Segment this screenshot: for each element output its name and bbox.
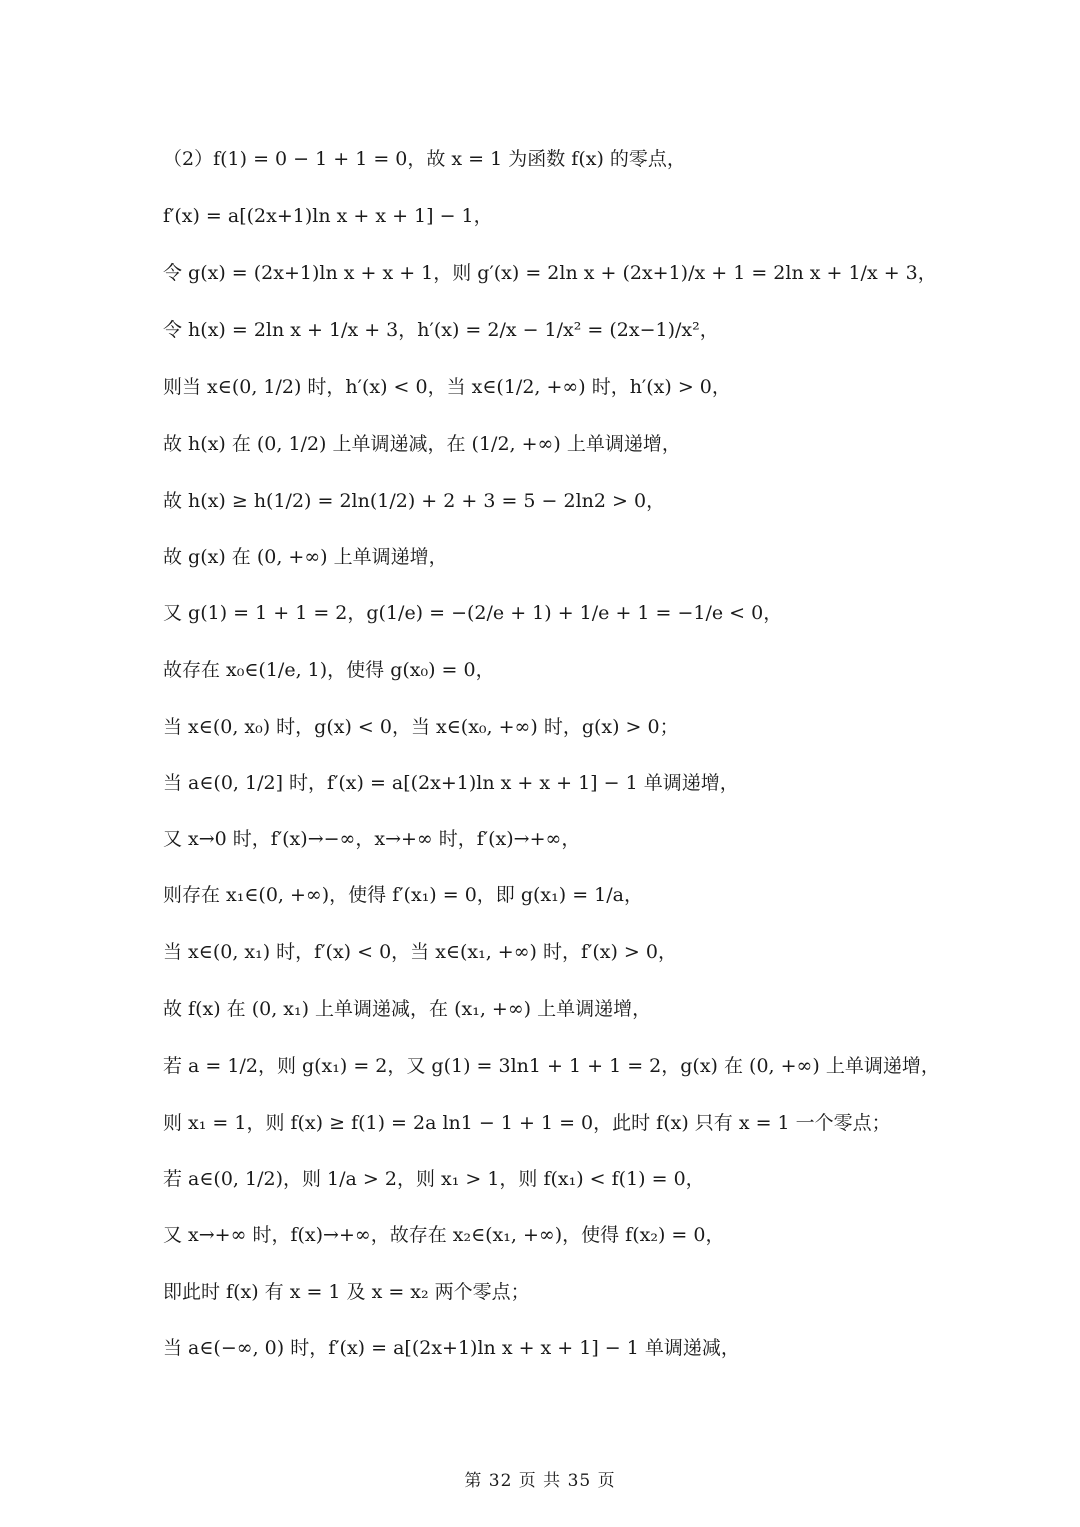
solution-line-6: 故 h(x) 在 (0, 1/2) 上单调递减，在 (1/2, +∞) 上单调递增， [163,433,681,455]
solution-line-7: 故 h(x) ≥ h(1/2) = 2ln(1/2) + 2 + 3 = 5 − 2ln2 > 0， [163,490,666,512]
solution-line-18: 则 x₁ = 1，则 f(x) ≥ f(1) = 2a ln1 − 1 + 1 = 0，此时 f(x) 只有 x = 1 一个零点； [163,1112,891,1134]
solution-line-22: 当 a∈(−∞, 0) 时，f′(x) = a[(2x+1)ln x + x + 1] − 1 单调递减， [163,1337,740,1359]
solution-line-15: 当 x∈(0, x₁) 时，f′(x) < 0，当 x∈(x₁, +∞) 时，f′(x) > 0， [163,941,677,963]
solution-line-19: 若 a∈(0, 1/2)，则 1/a > 2，则 x₁ > 1，则 f(x₁) < f(1) = 0， [163,1168,705,1190]
solution-line-1: （2）f(1) = 0 − 1 + 1 = 0，故 x = 1 为函数 f(x) 的零点， [163,148,686,170]
solution-line-20: 又 x→+∞ 时，f(x)→+∞，故存在 x₂∈(x₁, +∞)，使得 f(x₂) = 0， [163,1224,725,1246]
solution-line-5: 则当 x∈(0, 1/2) 时，h′(x) < 0，当 x∈(1/2, +∞) 时，h′(x) > 0， [163,376,731,398]
solution-line-4: 令 h(x) = 2ln x + 1/x + 3，h′(x) = 2/x − 1/x² = (2x−1)/x²， [163,319,719,341]
solution-line-16: 故 f(x) 在 (0, x₁) 上单调递减，在 (x₁, +∞) 上单调递增， [163,998,652,1020]
solution-line-11: 当 x∈(0, x₀) 时，g(x) < 0，当 x∈(x₀, +∞) 时，g(x) > 0； [163,716,679,738]
solution-line-8: 故 g(x) 在 (0, +∞) 上单调递增， [163,546,448,568]
solution-line-10: 故存在 x₀∈(1/e, 1)，使得 g(x₀) = 0， [163,659,495,681]
solution-line-9: 又 g(1) = 1 + 1 = 2，g(1/e) = −(2/e + 1) + 1/e + 1 = −1/e < 0， [163,602,783,624]
solution-line-3: 令 g(x) = (2x+1)ln x + x + 1，则 g′(x) = 2ln x + (2x+1)/x + 1 = 2ln x + 1/x + 3， [163,262,937,284]
solution-line-14: 则存在 x₁∈(0, +∞)，使得 f′(x₁) = 0，即 g(x₁) = 1/a， [163,884,643,906]
solution-line-12: 当 a∈(0, 1/2] 时，f′(x) = a[(2x+1)ln x + x + 1] − 1 单调递增， [163,772,739,794]
solution-line-13: 又 x→0 时，f′(x)→−∞，x→+∞ 时，f′(x)→+∞， [163,828,581,850]
solution-line-2: f′(x) = a[(2x+1)ln x + x + 1] − 1， [163,205,493,227]
solution-line-21: 即此时 f(x) 有 x = 1 及 x = x₂ 两个零点； [163,1281,530,1303]
page-number-footer: 第 32 页 共 35 页 [464,1471,616,1491]
solution-line-17: 若 a = 1/2，则 g(x₁) = 2，又 g(1) = 3ln1 + 1 + 1 = 2，g(x) 在 (0, +∞) 上单调递增， [163,1055,940,1077]
